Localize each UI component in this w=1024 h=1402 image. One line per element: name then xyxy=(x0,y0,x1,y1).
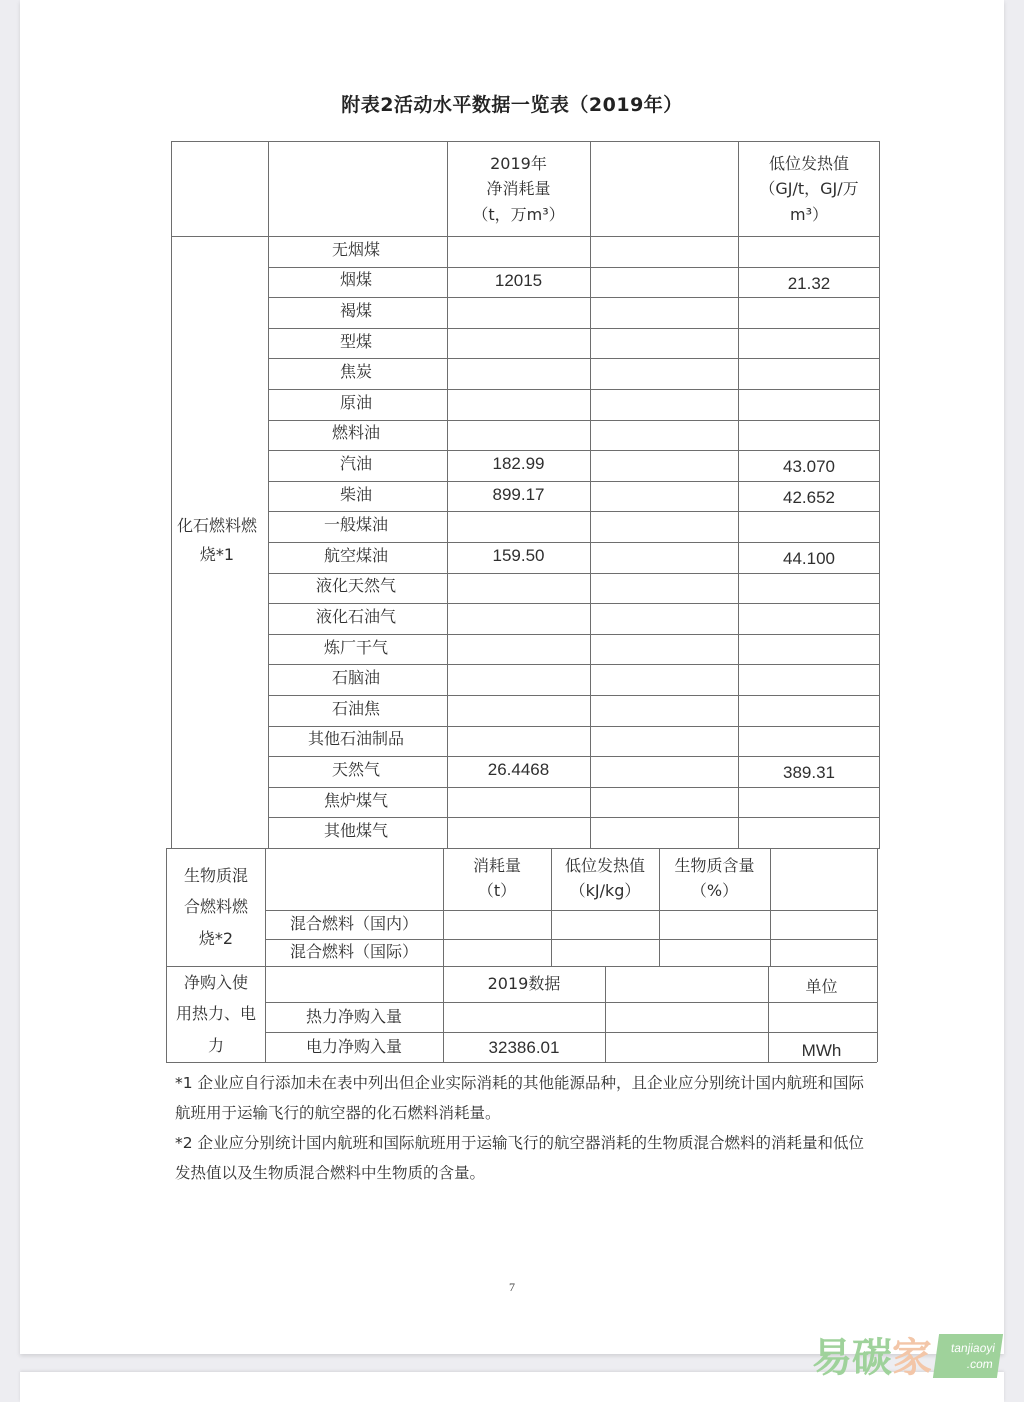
fuel-name xyxy=(266,541,446,572)
fuel-name xyxy=(266,786,446,817)
header-ncv-line2: （GJ/t，GJ/万 xyxy=(759,179,859,199)
fuel-name-text: 液化石油气 xyxy=(315,607,396,627)
fuel-name-text: 航空煤油 xyxy=(323,545,388,565)
electricity-purchase-label xyxy=(265,1033,443,1061)
fuel-consumption-text: 26.4468 xyxy=(487,760,550,780)
fuel-ncv xyxy=(738,697,880,728)
fuel-consumption xyxy=(447,235,590,266)
biomass-header-content-line1: 生物质含量 xyxy=(674,856,755,876)
fuel-ncv xyxy=(738,513,880,544)
biomass-header-consumption-line1: 消耗量 xyxy=(472,856,521,876)
fuel-ncv-text: 42.652 xyxy=(783,487,835,507)
fuel-consumption-text: 899.17 xyxy=(492,484,545,504)
fuel-ncv xyxy=(738,544,880,575)
fuel-consumption xyxy=(447,419,590,450)
biomass-group-label-line1: 生物质混 xyxy=(183,866,248,886)
fuel-name-text: 焦炉煤气 xyxy=(323,790,388,810)
fuel-ncv xyxy=(738,636,880,667)
biomass-row-international xyxy=(265,939,443,966)
footnote-1: *1 企业应自行添加未在表中列出但企业实际消耗的其他能源品种，且企业应分别统计国内航班和国际航班用于运输飞行的航空器的化石燃料消耗量。 xyxy=(175,1074,865,1122)
fuel-consumption xyxy=(447,388,590,419)
fuel-consumption xyxy=(447,816,590,847)
fuel-name-text: 液化天然气 xyxy=(315,576,396,596)
header-ncv xyxy=(738,142,880,236)
fuel-consumption xyxy=(447,755,590,786)
fuel-ncv-text: 21.32 xyxy=(787,273,831,293)
watermark-domain-badge xyxy=(933,1334,1003,1378)
fuel-consumption xyxy=(447,327,590,358)
fuel-ncv xyxy=(738,452,880,483)
biomass-row-domestic xyxy=(265,910,443,939)
header-ncv-line1: 低位发热值 xyxy=(768,153,849,173)
fuel-name xyxy=(266,296,446,327)
table-rule xyxy=(877,848,878,1062)
biomass-header-consumption-line2: （t） xyxy=(477,881,517,900)
fuel-name xyxy=(266,327,446,358)
fuel-consumption xyxy=(447,541,590,572)
fuel-name xyxy=(266,510,446,541)
fuel-consumption xyxy=(447,296,590,327)
purchased-header-data-text: 2019数据 xyxy=(487,973,561,993)
fuel-ncv xyxy=(738,666,880,697)
biomass-group-label xyxy=(167,848,265,966)
fuel-name-text: 焦炭 xyxy=(339,362,372,382)
fuel-name-text: 其他石油制品 xyxy=(307,729,404,749)
electricity-purchase-label-text: 电力净购入量 xyxy=(305,1036,402,1056)
fuel-name xyxy=(266,357,446,388)
fuel-name xyxy=(266,633,446,664)
fuel-name xyxy=(266,663,446,694)
electricity-purchase-unit-text: MWh xyxy=(801,1040,842,1060)
document-title: 附表2活动水平数据一览表（2019年） xyxy=(341,94,683,116)
purchased-group-label-line2: 用热力、电 xyxy=(175,1004,256,1024)
fuel-ncv xyxy=(738,422,880,453)
fuel-name-text: 烟煤 xyxy=(339,270,372,290)
fuel-consumption xyxy=(447,663,590,694)
fuel-name-text: 一般煤油 xyxy=(323,515,388,535)
header-consumption-line3: （t，万m³） xyxy=(472,204,565,224)
heat-purchase-label xyxy=(265,1003,443,1031)
fuel-consumption xyxy=(447,449,590,480)
biomass-header-ncv-line1: 低位发热值 xyxy=(564,856,645,876)
purchased-group-label-line1: 净购入使 xyxy=(183,973,248,993)
fuel-name xyxy=(266,572,446,603)
fuel-name-text: 燃料油 xyxy=(331,423,380,443)
fuel-consumption xyxy=(447,266,590,297)
fuel-ncv xyxy=(738,758,880,789)
fuel-name xyxy=(266,816,446,847)
watermark-char-2: 碳 xyxy=(852,1335,892,1381)
biomass-group-label-line2: 合燃料燃 xyxy=(183,897,248,917)
fuel-consumption xyxy=(447,786,590,817)
header-ncv-line3: m³） xyxy=(789,204,828,224)
fuel-name-text: 原油 xyxy=(339,392,372,412)
watermark-domain-line1: tanjiaoyi xyxy=(950,1341,997,1355)
fuel-name xyxy=(266,694,446,725)
fuel-name xyxy=(266,480,446,511)
fuel-consumption-text: 182.99 xyxy=(492,454,545,474)
fuel-name xyxy=(266,266,446,297)
header-consumption-line1: 2019年 xyxy=(490,153,547,173)
biomass-header-content xyxy=(659,848,770,910)
fuel-name-text: 石油焦 xyxy=(331,698,380,718)
table-rule xyxy=(770,848,771,966)
watermark-logo xyxy=(812,1322,1022,1381)
biomass-header-ncv-line2: （kJ/kg） xyxy=(569,881,641,900)
electricity-purchase-value-text: 32386.01 xyxy=(488,1037,560,1057)
fuel-consumption-text: 159.50 xyxy=(492,546,545,566)
fuel-ncv xyxy=(738,789,880,820)
table-rule xyxy=(605,966,606,1062)
fuel-name-text: 天然气 xyxy=(331,760,380,780)
fuel-ncv xyxy=(738,605,880,636)
fuel-name-text: 石脑油 xyxy=(331,668,380,688)
fuel-ncv xyxy=(738,575,880,606)
fuel-name-text: 褐煤 xyxy=(339,301,372,321)
footnote-2: *2 企业应分别统计国内航班和国际航班用于运输飞行的航空器消耗的生物质混合燃料的消耗量和低位发热值以及生物质混合燃料中生物质的含量。 xyxy=(175,1134,865,1182)
fuel-name xyxy=(266,725,446,756)
fuel-name-text: 其他煤气 xyxy=(323,821,388,841)
watermark-char-1: 易 xyxy=(812,1335,852,1381)
fuel-name xyxy=(266,419,446,450)
fuel-ncv xyxy=(738,819,880,850)
fuel-consumption xyxy=(447,572,590,603)
watermark-domain-line2: .com xyxy=(965,1357,994,1371)
fuel-ncv xyxy=(738,728,880,759)
biomass-fuel-label: 混合燃料（国内） xyxy=(289,914,418,934)
fuel-name-text: 柴油 xyxy=(339,484,372,504)
biomass-header-ncv xyxy=(551,848,659,910)
biomass-fuel-label: 混合燃料（国际） xyxy=(289,942,418,962)
purchased-header-data xyxy=(443,967,605,1001)
watermark-char-3: 家 xyxy=(892,1335,932,1381)
footnotes xyxy=(175,1068,875,1188)
fuel-consumption-text: 12015 xyxy=(494,270,543,290)
fuel-consumption xyxy=(447,510,590,541)
header-consumption-line2: 净消耗量 xyxy=(486,179,551,199)
purchased-group-label xyxy=(167,967,265,1061)
fuel-name xyxy=(266,235,446,266)
electricity-purchase-value xyxy=(443,1033,605,1063)
fuel-name xyxy=(266,602,446,633)
fuel-ncv xyxy=(738,269,880,300)
fuel-ncv xyxy=(738,483,880,514)
fuel-name xyxy=(266,449,446,480)
fuel-ncv-text: 389.31 xyxy=(783,763,835,783)
page-number: 7 xyxy=(509,1280,515,1294)
fuel-ncv xyxy=(738,238,880,269)
fuel-consumption xyxy=(447,357,590,388)
fuel-consumption xyxy=(447,725,590,756)
table-rule xyxy=(590,141,591,848)
biomass-header-content-line2: （%） xyxy=(690,881,739,900)
fuel-consumption xyxy=(447,480,590,511)
fuel-name-text: 无烟煤 xyxy=(331,239,380,259)
purchased-group-label-line3: 力 xyxy=(207,1035,224,1055)
fuel-consumption xyxy=(447,694,590,725)
fuel-ncv-text: 43.070 xyxy=(783,457,835,477)
fossil-group-label xyxy=(167,236,267,846)
fuel-name-text: 炼厂干气 xyxy=(323,637,388,657)
header-consumption xyxy=(447,142,590,236)
fuel-name-text: 汽油 xyxy=(339,454,372,474)
fuel-name xyxy=(266,755,446,786)
fuel-ncv-text: 44.100 xyxy=(783,549,835,569)
fuel-ncv xyxy=(738,299,880,330)
electricity-purchase-unit xyxy=(768,1036,875,1066)
fuel-ncv xyxy=(738,330,880,361)
fuel-consumption xyxy=(447,602,590,633)
fuel-consumption xyxy=(447,633,590,664)
purchased-header-unit-text: 单位 xyxy=(805,976,838,996)
fuel-ncv xyxy=(738,360,880,391)
fuel-name xyxy=(266,388,446,419)
purchased-header-unit xyxy=(768,967,875,1007)
fuel-ncv xyxy=(738,391,880,422)
heat-purchase-label-text: 热力净购入量 xyxy=(305,1006,402,1026)
fossil-group-label-text: 化石燃料燃烧*1 xyxy=(177,516,258,564)
biomass-group-label-line3: 烧*2 xyxy=(198,928,234,948)
biomass-header-consumption xyxy=(443,848,551,910)
fuel-name-text: 型煤 xyxy=(339,331,372,351)
